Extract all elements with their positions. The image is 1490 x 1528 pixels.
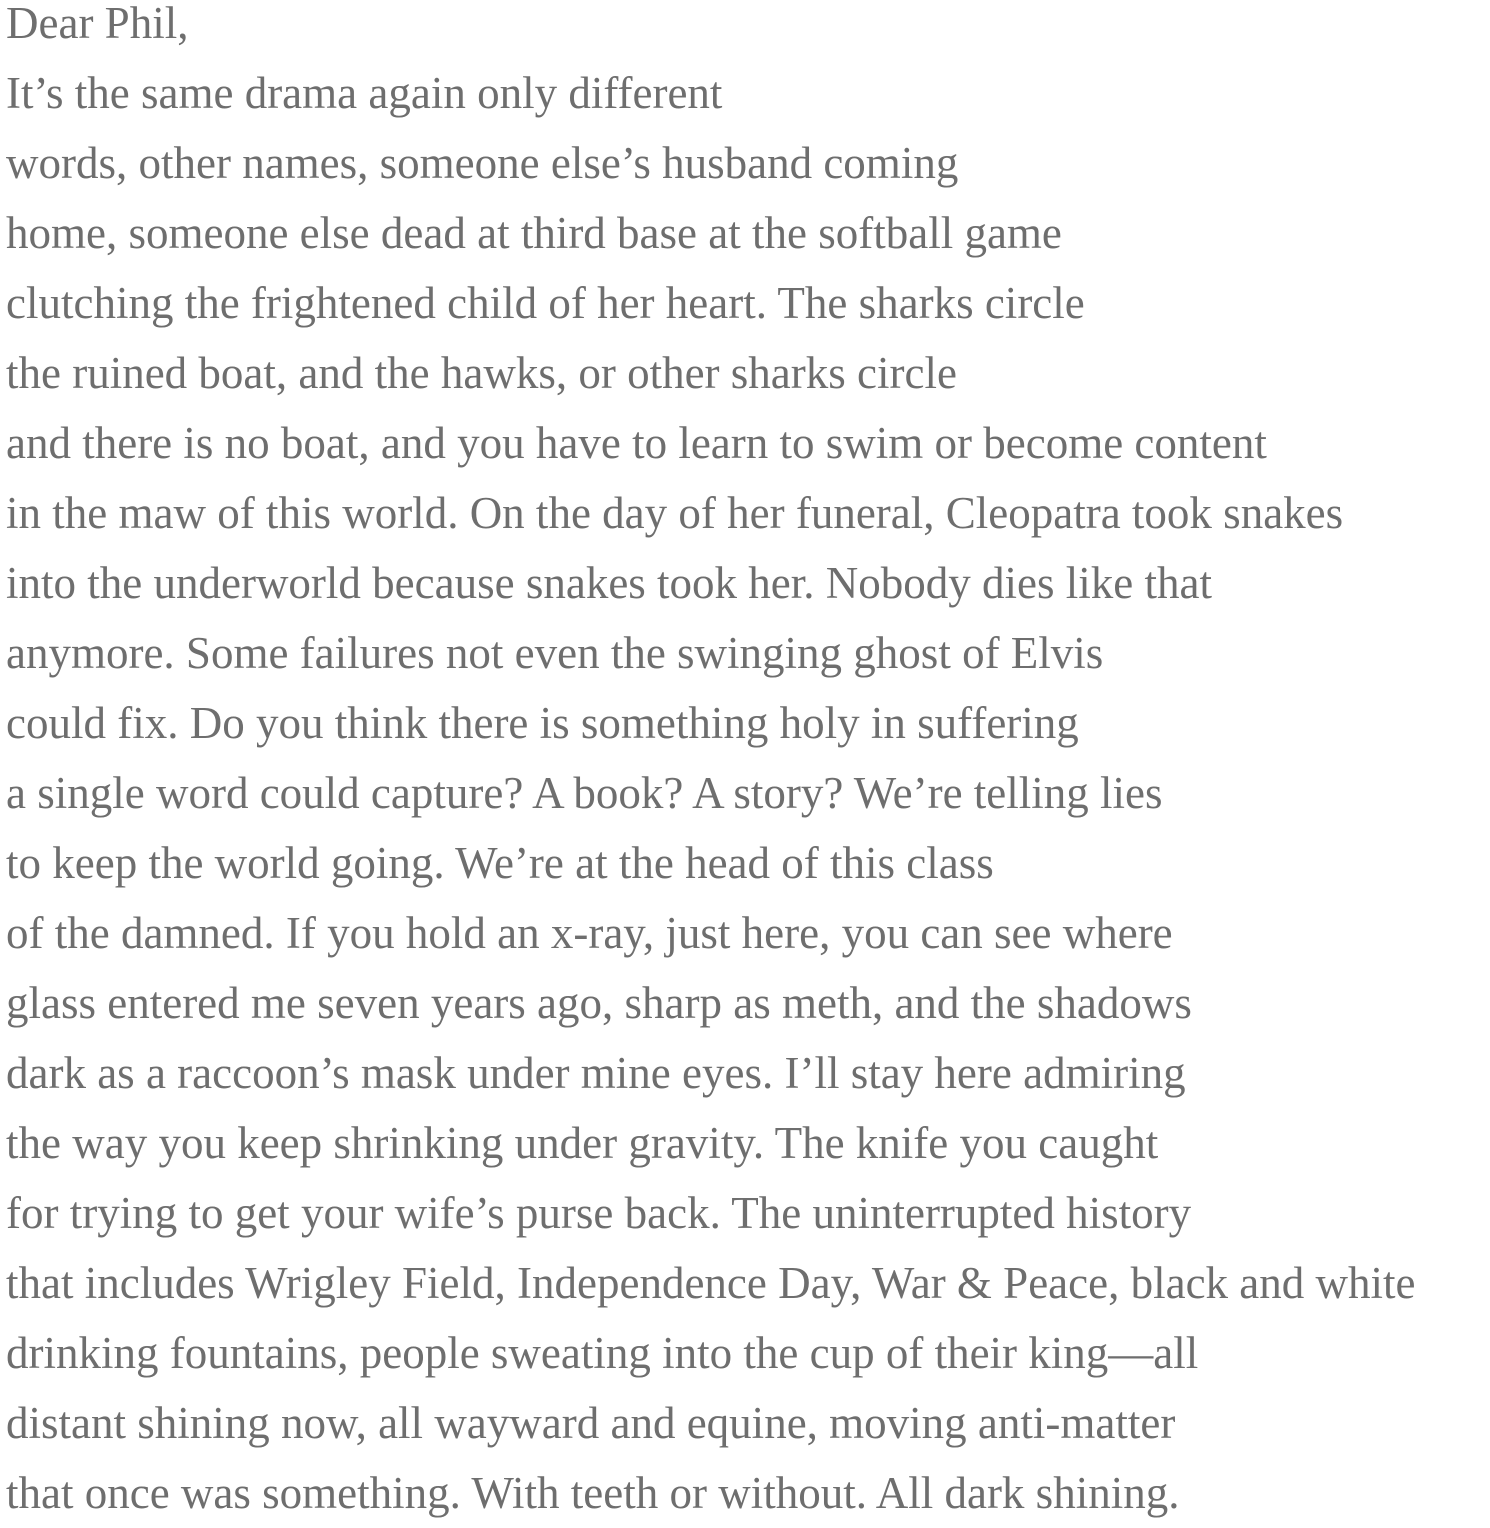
poem-line-salutation: Dear Phil, bbox=[6, 0, 189, 48]
poem-line: home, someone else dead at third base at the softball game bbox=[6, 208, 1062, 258]
poem-line: of the damned. If you hold an x-ray, just here, you can see where bbox=[6, 908, 1173, 958]
poem-line: for trying to get your wife’s purse back. The uninterrupted history bbox=[6, 1188, 1192, 1238]
poem-line: glass entered me seven years ago, sharp as meth, and the shadows bbox=[6, 978, 1192, 1028]
poem-line: distant shining now, all wayward and equine, moving anti-matter bbox=[6, 1398, 1176, 1448]
poem-line: and there is no boat, and you have to learn to swim or become content bbox=[6, 418, 1267, 468]
poem-text bbox=[6, 0, 1490, 1528]
poem-line: a single word could capture? A book? A story? We’re telling lies bbox=[6, 768, 1163, 818]
poem-line: words, other names, someone else’s husband coming bbox=[6, 138, 959, 188]
poem-line: clutching the frightened child of her heart. The sharks circle bbox=[6, 278, 1085, 328]
poem-line: could fix. Do you think there is something holy in suffering bbox=[6, 698, 1079, 748]
poem-line: into the underworld because snakes took her. Nobody dies like that bbox=[6, 558, 1212, 608]
poem-line: to keep the world going. We’re at the head of this class bbox=[6, 838, 994, 888]
poem-line: in the maw of this world. On the day of her funeral, Cleopatra took snakes bbox=[6, 488, 1344, 538]
poem-line: anymore. Some failures not even the swinging ghost of Elvis bbox=[6, 628, 1104, 678]
poem-line: that once was something. With teeth or without. All dark shining. bbox=[6, 1468, 1180, 1518]
poem-line: It’s the same drama again only different bbox=[6, 68, 723, 118]
poem-line: the way you keep shrinking under gravity. The knife you caught bbox=[6, 1118, 1159, 1168]
poem-line: that includes Wrigley Field, Independence Day, War & Peace, black and white bbox=[6, 1258, 1416, 1308]
poem-line: the ruined boat, and the hawks, or other sharks circle bbox=[6, 348, 957, 398]
poem-line: dark as a raccoon’s mask under mine eyes. I’ll stay here admiring bbox=[6, 1048, 1186, 1098]
poem-line: drinking fountains, people sweating into the cup of their king—all bbox=[6, 1328, 1199, 1378]
